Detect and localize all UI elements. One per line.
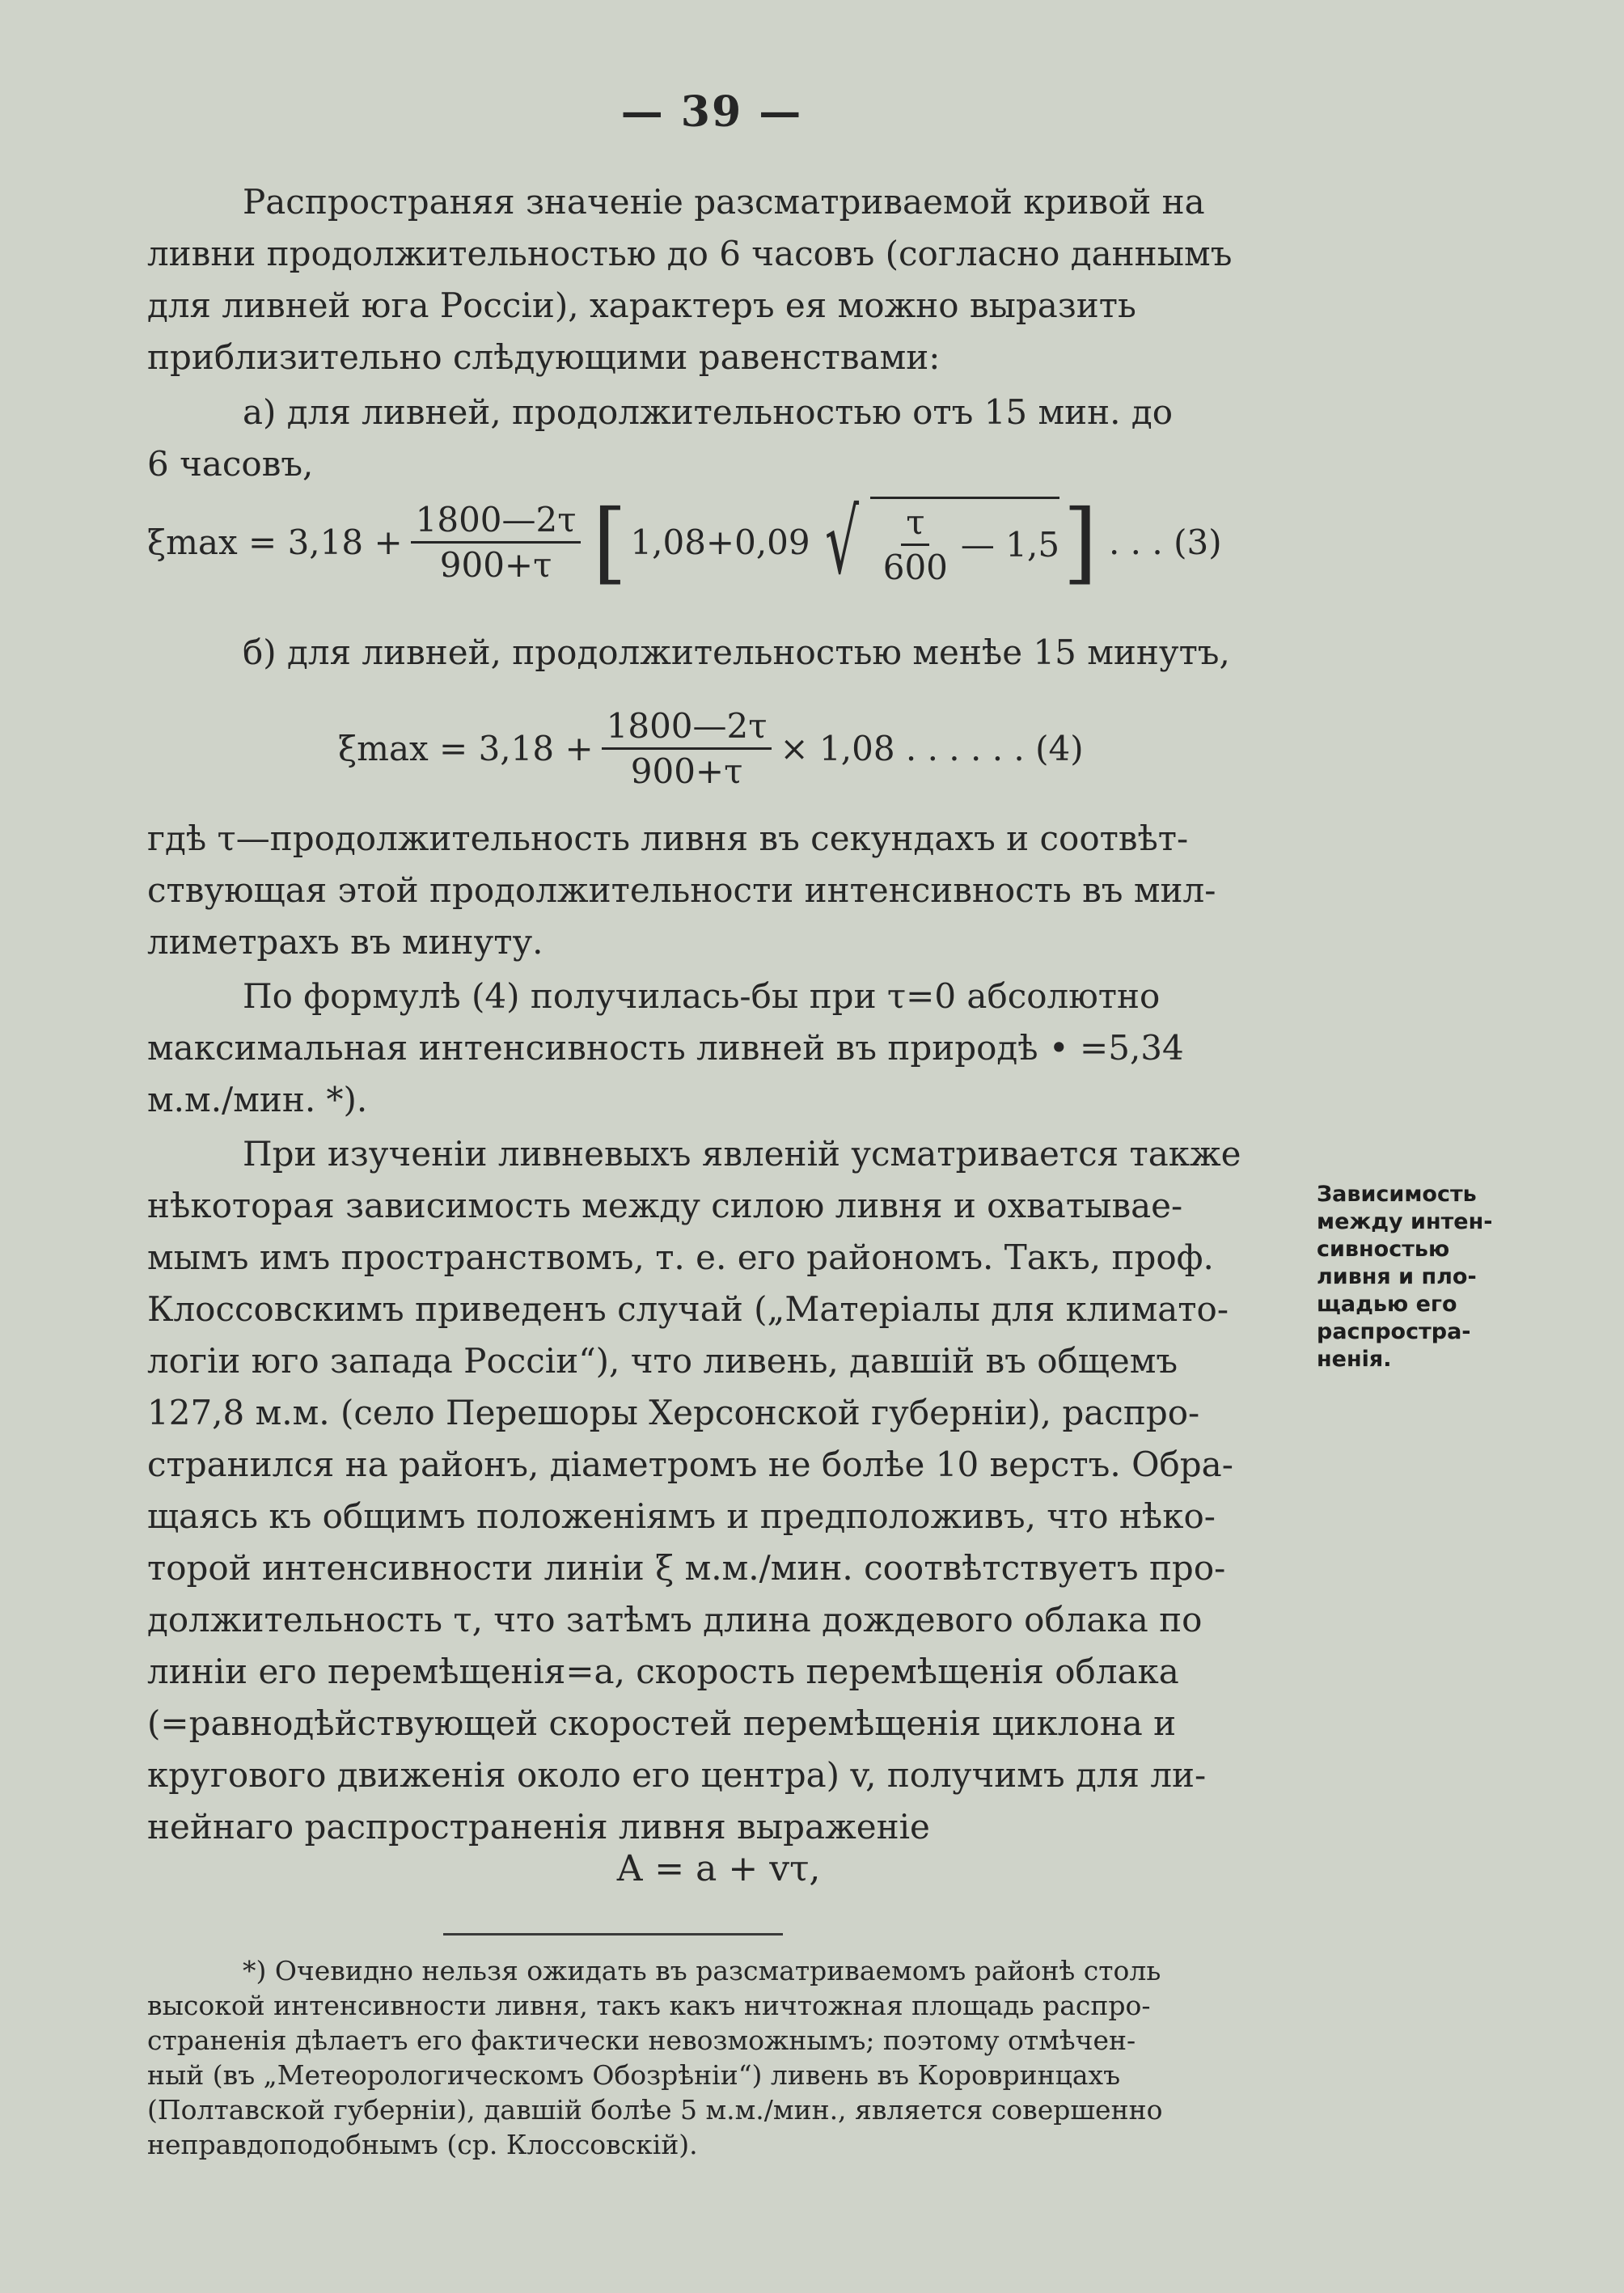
sqrt-sign: √ (824, 490, 859, 594)
text-line: По формулѣ (4) получилась-бы при τ=0 абсолютно (243, 976, 1161, 1016)
text-line: линiи его перемѣщенiя=а, скорость перемѣщенiя облака (147, 1652, 1179, 1691)
formula-4 (338, 704, 1084, 793)
numerator: τ (901, 502, 929, 546)
bracket-term: — 1,5 (960, 525, 1060, 565)
text-line: кругового движенiя около его центра) v, получимъ для ли- (147, 1755, 1207, 1795)
fraction (878, 502, 953, 587)
left-bracket: [ (592, 490, 628, 594)
radicand (870, 497, 1059, 587)
numerator: 1800—2τ (411, 500, 582, 544)
margin-note-line: ливня и пло- (1317, 1264, 1477, 1289)
formula-4-paragraph (147, 971, 1296, 1126)
body-paragraph (147, 1128, 1296, 1853)
text-line: должительность τ, что затѣмъ длина дождевого облака по (147, 1600, 1203, 1639)
footnote-line: высокой интенсивности ливня, такъ какъ ничтожная площадь распро- (147, 1990, 1151, 2021)
text-line: ливни продолжительностью до 6 часовъ (согласно даннымъ (147, 234, 1233, 273)
text-line: 6 часовъ, (147, 444, 314, 484)
text-line: мымъ имъ пространствомъ, т. е. его райономъ. Такъ, проф. (147, 1237, 1214, 1277)
margin-note-line: Зависимость (1317, 1182, 1477, 1207)
text-line: При изученiи ливневыхъ явленiй усматривается также (243, 1134, 1241, 1174)
formula-rhs: × 1,08 . . . . . . (4) (780, 728, 1084, 768)
text-line: а) для ливней, продолжительностью отъ 15 мин. до (243, 392, 1173, 432)
fraction (411, 500, 582, 585)
margin-note (1317, 1181, 1503, 1373)
text-line: нейнаго распространенiя ливня выраженiе (147, 1807, 930, 1847)
text-line: гдѣ τ—продолжительность ливня въ секундахъ и соотвѣт- (147, 819, 1189, 858)
footnote (147, 1953, 1296, 2162)
text-line: щаясь къ общимъ положенiямъ и предположивъ, что нѣко- (147, 1496, 1216, 1536)
footnote-divider (443, 1933, 783, 1936)
text-line: лиметрахъ въ минуту. (147, 922, 543, 962)
text-line: максимальная интенсивность ливней въ природѣ • =5,34 (147, 1028, 1184, 1068)
formula-lhs: ξmax = 3,18 + (338, 728, 594, 768)
text-line: приблизительно слѣдующими равенствами: (147, 337, 941, 377)
footnote-line: ный (въ „Метеорологическомъ Обозрѣнiи“) ливень въ Коровринцахъ (147, 2059, 1121, 2091)
formula-3 (147, 485, 1222, 599)
margin-note-line: сивностью (1317, 1237, 1450, 1262)
text-line: ствующая этой продолжительности интенсивность въ мил- (147, 870, 1216, 910)
text-line: б) для ливней, продолжительностью менѣе 15 минутъ, (243, 632, 1230, 672)
text-line: Распространяя значенiе разсматриваемой кривой на (243, 182, 1205, 222)
text-line: логiи юго запада Россiи“), что ливень, давшiй въ общемъ (147, 1341, 1178, 1381)
where-paragraph (147, 813, 1296, 968)
footnote-line: *) Очевидно нельзя ожидать въ разсматриваемомъ районѣ столь (243, 1955, 1161, 1986)
formula-a: А = а + vτ, (616, 1848, 821, 1889)
denominator: 900+τ (439, 544, 552, 585)
text-line: 127,8 м.м. (село Перешоры Херсонской губернiи), распро- (147, 1393, 1200, 1432)
text-line: странился на районъ, дiаметромъ не болѣе 10 верстъ. Обра- (147, 1445, 1233, 1484)
text-line: (=равнодѣйствующей скоростей перемѣщенiя циклона и (147, 1703, 1177, 1743)
text-line: для ливней юга Россiи), характеръ ея можно выразить (147, 286, 1136, 325)
case-a-paragraph (147, 387, 1296, 490)
formula-lhs: ξmax = 3,18 + (147, 522, 403, 562)
text-line: Клоссовскимъ приведенъ случай („Матерiалы для климато- (147, 1289, 1229, 1329)
numerator: 1800—2τ (602, 706, 772, 750)
margin-note-line: распростра- (1317, 1319, 1471, 1344)
text-line: нѣкоторая зависимость между силою ливня и охватывае- (147, 1186, 1183, 1225)
denominator: 900+τ (630, 751, 743, 791)
footnote-line: страненiя дѣлаетъ его фактически невозможнымъ; поэтому отмѣчен- (147, 2024, 1136, 2056)
footnote-line: (Полтавской губернiи), давшiй болѣе 5 м.м./мин., является совершенно (147, 2094, 1163, 2126)
margin-note-line: между интен- (1317, 1209, 1493, 1234)
margin-note-line: ненiя. (1317, 1347, 1392, 1372)
equation-tag: . . . (3) (1108, 522, 1222, 562)
footnote-line: неправдоподобнымъ (ср. Клоссовскiй). (147, 2129, 698, 2160)
intro-paragraph (147, 176, 1296, 383)
text-line: торой интенсивности линiи ξ м.м./мин. соотвѣтствуетъ про- (147, 1548, 1226, 1588)
denominator: 600 (882, 548, 948, 587)
bracket-term: 1,08+0,09 (630, 522, 810, 562)
text-line: м.м./мин. *). (147, 1080, 368, 1119)
margin-note-line: щадью его (1317, 1292, 1457, 1317)
fraction (602, 706, 772, 791)
page-number: — 39 — (620, 87, 803, 137)
case-b-paragraph (147, 627, 1296, 679)
right-bracket: ] (1063, 490, 1097, 594)
